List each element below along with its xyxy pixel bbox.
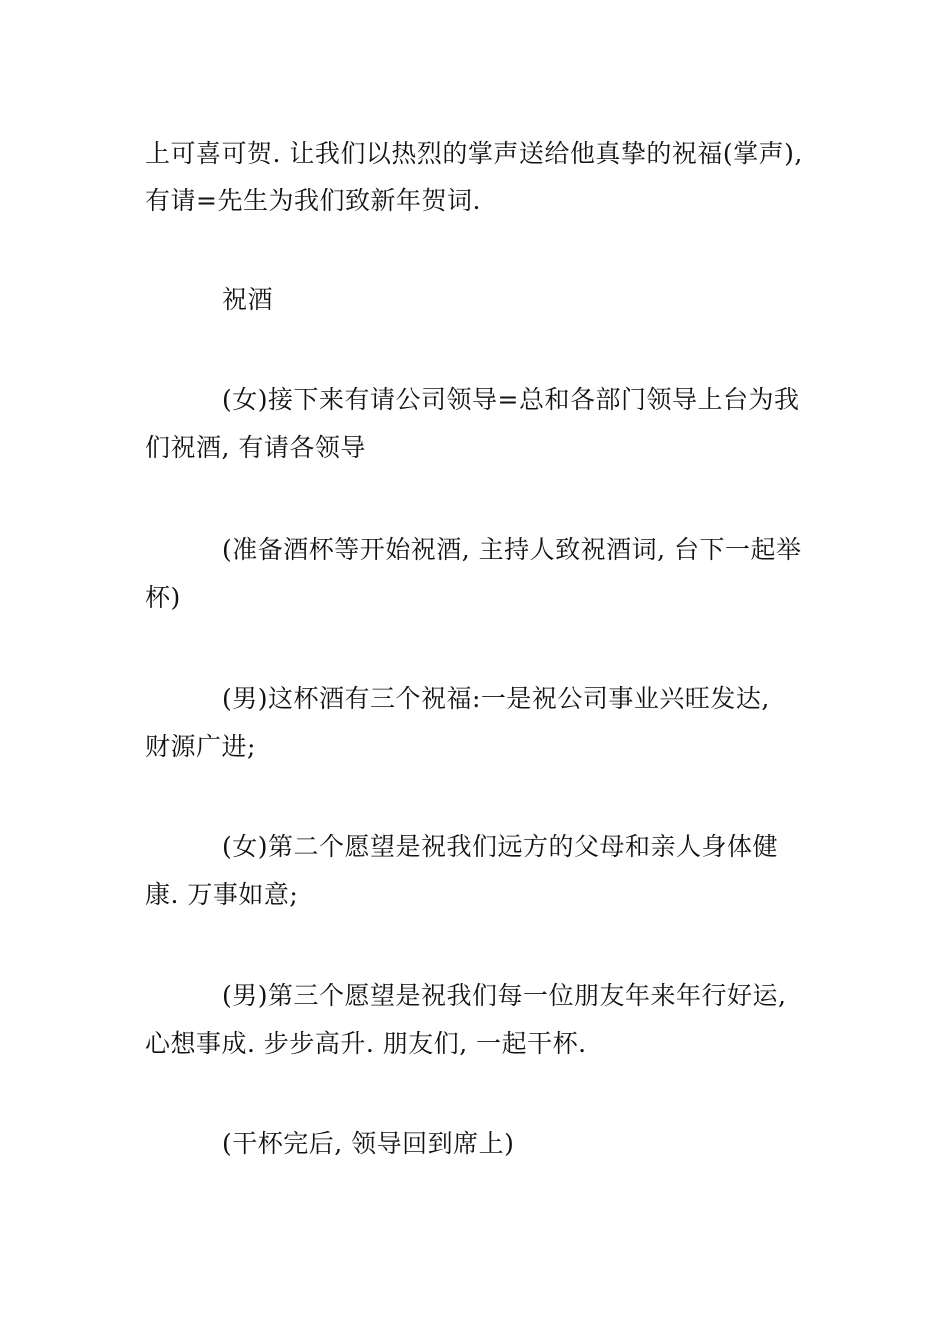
section-heading: 祝酒 bbox=[222, 285, 274, 314]
paragraph-line: (男)这杯酒有三个祝福:一是祝公司事业兴旺发达, bbox=[222, 684, 770, 713]
paragraph-line: (干杯完后, 领导回到席上) bbox=[222, 1129, 515, 1158]
paragraph-line: (男)第三个愿望是祝我们每一位朋友年来年行好运, bbox=[222, 981, 787, 1010]
paragraph-line: 上可喜可贺. 让我们以热烈的掌声送给他真挚的祝福(掌声), bbox=[145, 139, 803, 168]
paragraph-line: 杯) bbox=[145, 583, 181, 612]
paragraph-line: (女)接下来有请公司领导=总和各部门领导上台为我 bbox=[222, 385, 800, 414]
paragraph-line: 有请=先生为我们致新年贺词. bbox=[145, 186, 481, 215]
paragraph-line: 心想事成. 步步高升. 朋友们, 一起干杯. bbox=[145, 1029, 587, 1058]
paragraph-line: 康. 万事如意; bbox=[145, 880, 299, 909]
paragraph-line: 们祝酒, 有请各领导 bbox=[145, 433, 366, 462]
paragraph-line: 财源广进; bbox=[145, 732, 256, 761]
paragraph-line: (女)第二个愿望是祝我们远方的父母和亲人身体健 bbox=[222, 832, 779, 861]
paragraph-line: (准备酒杯等开始祝酒, 主持人致祝酒词, 台下一起举 bbox=[222, 535, 802, 564]
